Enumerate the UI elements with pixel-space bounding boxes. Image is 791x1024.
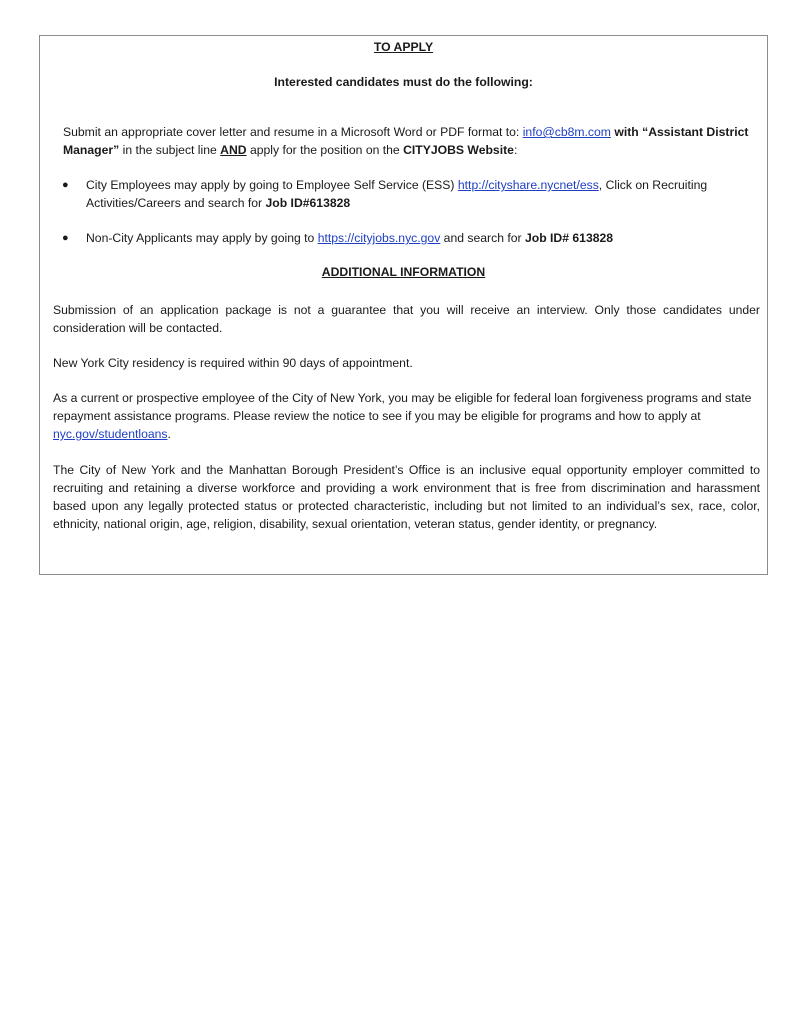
to-apply-subheading: Interested candidates must do the following: (274, 75, 533, 89)
eeo-statement: The City of New York and the Manhattan Borough President’s Office is an inclusive equal opportunity employer committed to recruiting and retaining a diverse workforce and providing a work environment that is free from discrimination and harassment based upon any legally protected status or protected characteristic, including but not limited to an individual’s sex, race, color, ethnicity, national origin, age, religion, disability, sexual orientation, veteran status, gender identity, or pregnancy. (53, 463, 760, 531)
additional-info-heading: ADDITIONAL INFORMATION (321, 265, 486, 279)
list-item (62, 229, 752, 247)
bullet-icon: ● (62, 179, 69, 191)
non-city-instructions: Non-City Applicants may apply by going to https://cityjobs.nyc.gov and search for Job ID# 613828 (86, 231, 614, 245)
studentloans-link[interactable]: nyc.gov/studentloans (53, 427, 168, 441)
bullet-icon: ● (62, 232, 69, 244)
email-link[interactable]: info@cb8m.com (522, 125, 611, 139)
city-employees-instructions: City Employees may apply by going to Employee Self Service (ESS) http://cityshare.nycnet/ess, Click on Recruiting Activities/Careers and search for Job ID#613828 (86, 178, 708, 210)
ess-link[interactable]: http://cityshare.nycnet/ess (457, 178, 599, 192)
to-apply-heading: TO APPLY (373, 40, 434, 54)
residency-note: New York City residency is required within 90 days of appointment. (53, 356, 413, 370)
application-note: Submission of an application package is not a guarantee that you will receive an interview. Only those candidates under consideration will be contacted. (53, 303, 760, 335)
submit-instructions: Submit an appropriate cover letter and resume in a Microsoft Word or PDF format to: info@cb8m.com with “Assistant District Manager” in the subject line AND apply for the position on the CITYJOBS Website: (63, 125, 749, 157)
list-item (62, 176, 752, 212)
cityjobs-link[interactable]: https://cityjobs.nyc.gov (317, 231, 441, 245)
content-box (39, 35, 768, 575)
loan-forgiveness-note: As a current or prospective employee of the City of New York, you may be eligible for federal loan forgiveness programs and state repayment assistance programs. Please review the notice to see if you may be eligible for programs and how to apply at nyc.gov/studentloans. (53, 391, 752, 441)
